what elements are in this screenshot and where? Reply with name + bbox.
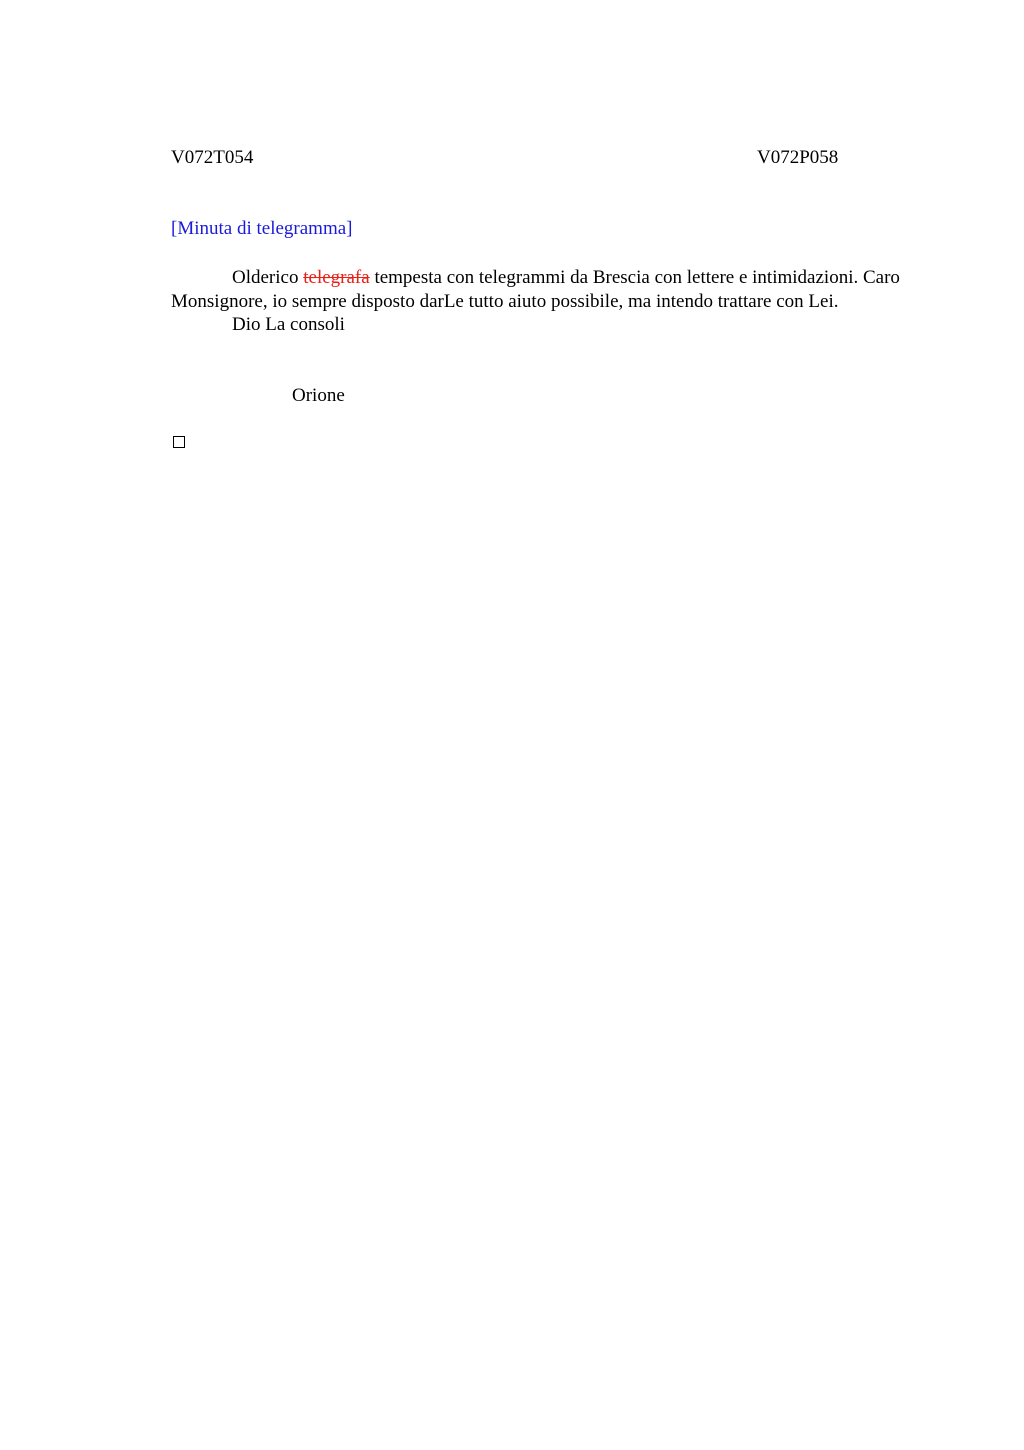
paragraph-rest: tempesta con telegrammi da Brescia con lettere e intimidazioni. Caro Monsignore, io sempre disposto darLe tutto aiuto possibile, ma intendo trattare con Lei. — [171, 267, 900, 312]
telegram-body — [171, 266, 916, 337]
deleted-word: telegrafa — [303, 267, 370, 288]
signature: Orione — [292, 385, 345, 406]
document-title: [Minuta di telegramma] — [171, 218, 353, 239]
telegram-paragraph — [171, 266, 916, 313]
closing-line: Dio La consoli — [232, 314, 345, 335]
document-code-left: V072T054 — [171, 147, 254, 168]
empty-square-icon — [173, 436, 185, 448]
document-code-right: V072P058 — [757, 147, 839, 168]
paragraph-start: Olderico — [232, 267, 304, 288]
